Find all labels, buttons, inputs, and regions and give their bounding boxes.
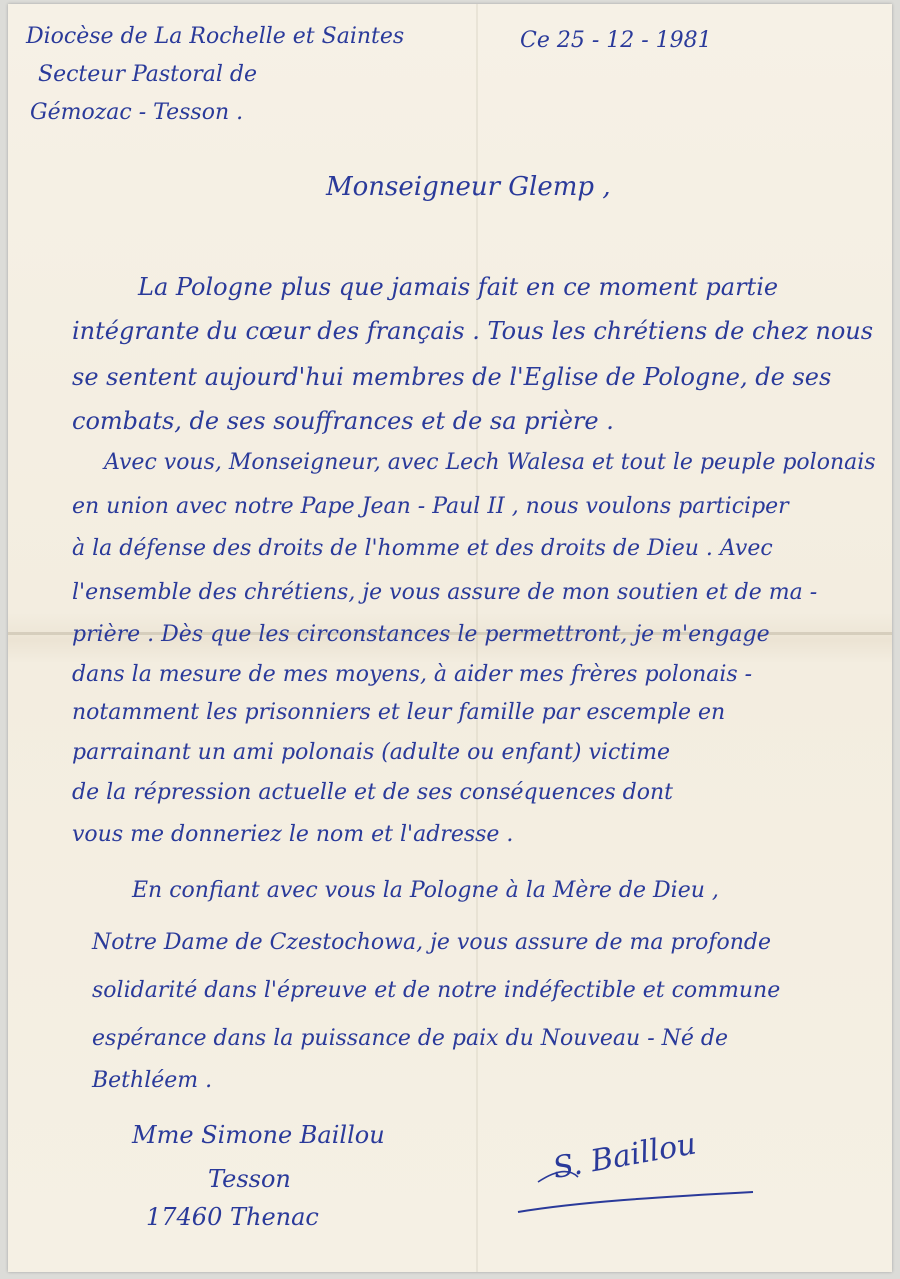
sender-line: Secteur Pastoral de: [38, 62, 258, 87]
letter-sheet: [8, 4, 892, 1272]
signature-stroke: [538, 1172, 578, 1182]
sender-line: Diocèse de La Rochelle et Saintes: [26, 24, 405, 49]
body-line: Notre Dame de Czestochowa, je vous assure de ma profonde: [92, 930, 772, 955]
body-line: vous me donneriez le nom et l'adresse .: [72, 822, 514, 847]
body-line: en union avec notre Pape Jean - Paul II , nous voulons participer: [72, 494, 789, 519]
body-line: La Pologne plus que jamais fait en ce moment partie: [138, 273, 779, 301]
body-line: solidarité dans l'épreuve et de notre indéfectible et commune: [92, 978, 781, 1003]
body-line: à la défense des droits de l'homme et des droits de Dieu . Avec: [72, 536, 773, 561]
sender-postcode: 17460 Thenac: [146, 1203, 319, 1231]
salutation: Monseigneur Glemp ,: [326, 172, 611, 202]
body-line: se sentent aujourd'hui membres de l'Eglise de Pologne, de ses: [72, 363, 832, 391]
body-line: parrainant un ami polonais (adulte ou enfant) victime: [72, 740, 671, 765]
body-line: dans la mesure de mes moyens, à aider mes frères polonais -: [72, 662, 753, 687]
body-line: de la répression actuelle et de ses conséquences dont: [72, 780, 673, 805]
sender-name: Mme Simone Baillou: [132, 1121, 385, 1149]
sender-town: Tesson: [208, 1165, 291, 1193]
body-line: l'ensemble des chrétiens, je vous assure de mon soutien et de ma -: [72, 580, 818, 605]
body-line: intégrante du cœur des français . Tous les chrétiens de chez nous: [72, 317, 874, 345]
sender-line: Gémozac - Tesson .: [30, 100, 244, 125]
signature-flourish: [508, 1142, 768, 1232]
body-line: En confiant avec vous la Pologne à la Mère de Dieu ,: [132, 878, 719, 903]
letter-date: Ce 25 - 12 - 1981: [520, 28, 712, 53]
body-line: prière . Dès que les circonstances le permettront, je m'engage: [72, 622, 770, 647]
body-line: Bethléem .: [92, 1068, 213, 1093]
body-line: combats, de ses souffrances et de sa prière .: [72, 407, 614, 435]
body-line: espérance dans la puissance de paix du Nouveau - Né de: [92, 1026, 728, 1051]
body-line: Avec vous, Monseigneur, avec Lech Walesa et tout le peuple polonais: [104, 450, 876, 475]
signature: S. Baillou: [550, 1126, 699, 1186]
signature-underline: [518, 1192, 753, 1212]
body-line: notamment les prisonniers et leur famille par escemple en: [72, 700, 726, 725]
